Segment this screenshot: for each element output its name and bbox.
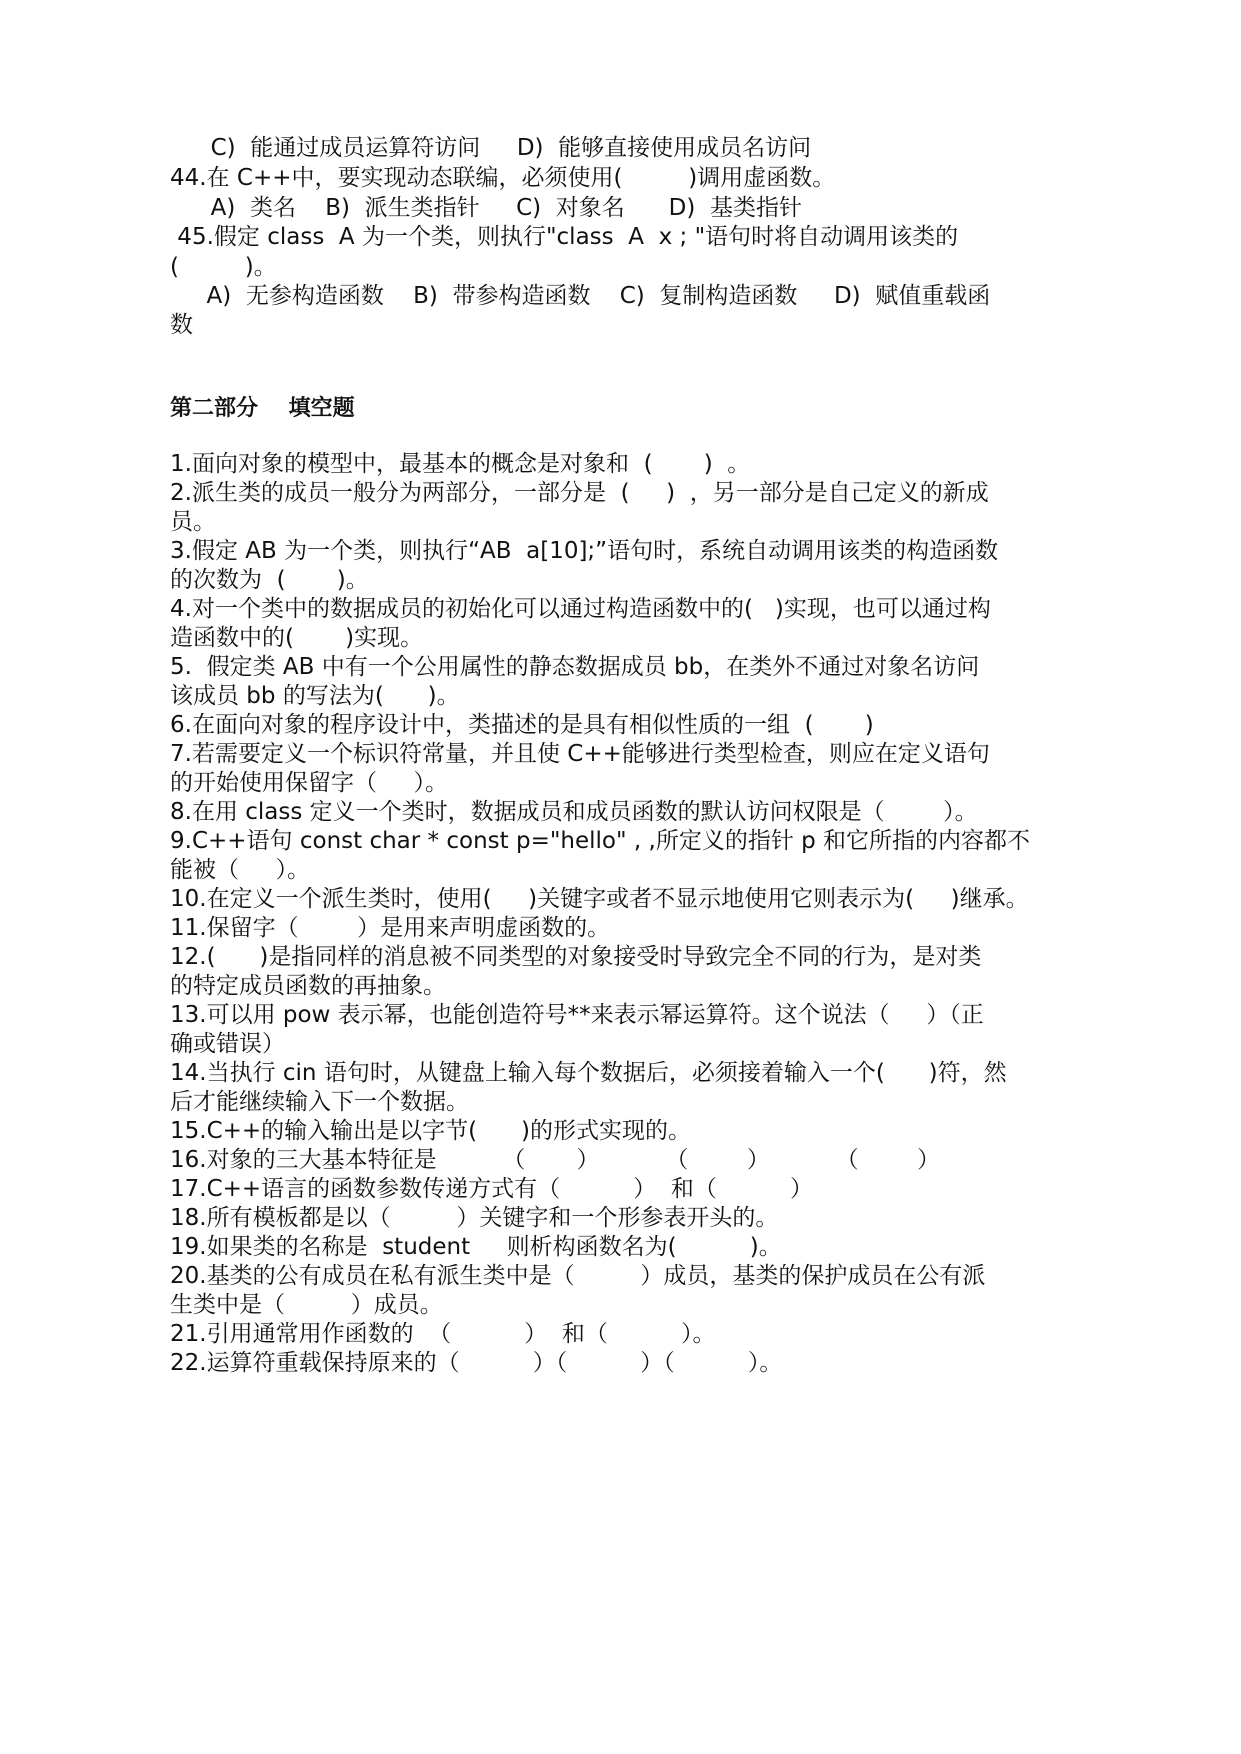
options-45-cont: 数 bbox=[170, 312, 193, 338]
fill-in-line: 15.C++的输入输出是以字节( )的形式实现的。 bbox=[170, 1118, 691, 1144]
fill-in-line: 18.所有模板都是以（ ）关键字和一个形参表开头的。 bbox=[170, 1205, 779, 1231]
fill-in-line: 7.若需要定义一个标识符常量，并且使 C++能够进行类型检查，则应在定义语句 bbox=[170, 741, 990, 767]
fill-in-line: 14.当执行 cin 语句时，从键盘上输入每个数据后，必须接着输入一个( )符，然 bbox=[170, 1060, 1007, 1086]
fill-in-line: 2.派生类的成员一般分为两部分，一部分是 ( ) ，另一部分是自己定义的新成 bbox=[170, 480, 989, 506]
fill-in-line: 22.运算符重载保持原来的（ ）（ ）（ ）。 bbox=[170, 1350, 783, 1376]
fill-in-line: 11.保留字（ ）是用来声明虚函数的。 bbox=[170, 915, 611, 941]
question-45-cont: ( )。 bbox=[170, 254, 277, 280]
fill-in-line: 12.( )是指同样的消息被不同类型的对象接受时导致完全不同的行为，是对类 bbox=[170, 944, 982, 970]
fill-in-line: 8.在用 class 定义一个类时，数据成员和成员函数的默认访问权限是（ ）。 bbox=[170, 799, 978, 825]
fill-in-line: 5. 假定类 AB 中有一个公用属性的静态数据成员 bb，在类外不通过对象名访问 bbox=[170, 654, 980, 680]
question-45: 45.假定 class A 为一个类，则执行"class A x ; "语句时将自动调用该类的 bbox=[170, 224, 959, 250]
fill-in-line: 9.C++语句 const char * const p="hello" , ,所定义的指针 p 和它所指的内容都不 bbox=[170, 828, 1031, 854]
fill-in-line: 能被（ ）。 bbox=[170, 857, 311, 883]
fill-in-line: 造函数中的( )实现。 bbox=[170, 625, 424, 651]
fill-in-line: 的开始使用保留字（ ）。 bbox=[170, 770, 449, 796]
fill-in-line: 的次数为 ( )。 bbox=[170, 567, 369, 593]
fill-in-line: 16.对象的三大基本特征是 （ ） （ ） （ ） bbox=[170, 1147, 941, 1173]
fill-in-line: 后才能继续输入下一个数据。 bbox=[170, 1089, 469, 1115]
fill-in-line: 20.基类的公有成员在私有派生类中是（ ）成员，基类的保护成员在公有派 bbox=[170, 1263, 986, 1289]
fill-in-line: 该成员 bb 的写法为( )。 bbox=[170, 683, 460, 709]
fill-in-line: 4.对一个类中的数据成员的初始化可以通过构造函数中的( )实现，也可以通过构 bbox=[170, 596, 991, 622]
fill-in-line: 生类中是（ ）成员。 bbox=[170, 1292, 443, 1318]
question-44: 44.在 C++中，要实现动态联编，必须使用( )调用虚函数。 bbox=[170, 165, 836, 191]
fill-in-line: 17.C++语言的函数参数传递方式有（ ） 和（ ） bbox=[170, 1176, 814, 1202]
fill-in-line: 3.假定 AB 为一个类，则执行“AB a[10];”语句时，系统自动调用该类的构造函数 bbox=[170, 538, 999, 564]
fill-in-line: 员。 bbox=[170, 509, 216, 535]
fill-in-line: 13.可以用 pow 表示幂，也能创造符号**来表示幂运算符。这个说法（ ）（正 bbox=[170, 1002, 984, 1028]
fill-in-line: 确或错误） bbox=[170, 1031, 285, 1057]
fill-in-line: 6.在面向对象的程序设计中，类描述的是具有相似性质的一组 ( ) bbox=[170, 712, 874, 738]
fill-in-line: 21.引用通常用作函数的 （ ） 和（ ）。 bbox=[170, 1321, 716, 1347]
fill-in-line: 19.如果类的名称是 student 则析构函数名为( )。 bbox=[170, 1234, 782, 1260]
option-line-43-cd: C) 能通过成员运算符访问 D) 能够直接使用成员名访问 bbox=[196, 135, 812, 161]
options-44: A) 类名 B) 派生类指针 C) 对象名 D) 基类指针 bbox=[196, 195, 802, 221]
fill-in-line: 1.面向对象的模型中，最基本的概念是对象和 ( ) 。 bbox=[170, 451, 751, 477]
options-45: A) 无参构造函数 B) 带参构造函数 C) 复制构造函数 D) 赋值重载函 bbox=[170, 283, 991, 309]
fill-in-line: 10.在定义一个派生类时，使用( )关键字或者不显示地使用它则表示为( )继承。 bbox=[170, 886, 1029, 912]
fill-in-line: 的特定成员函数的再抽象。 bbox=[170, 973, 446, 999]
section-heading: 第二部分 填空题 bbox=[170, 396, 355, 421]
